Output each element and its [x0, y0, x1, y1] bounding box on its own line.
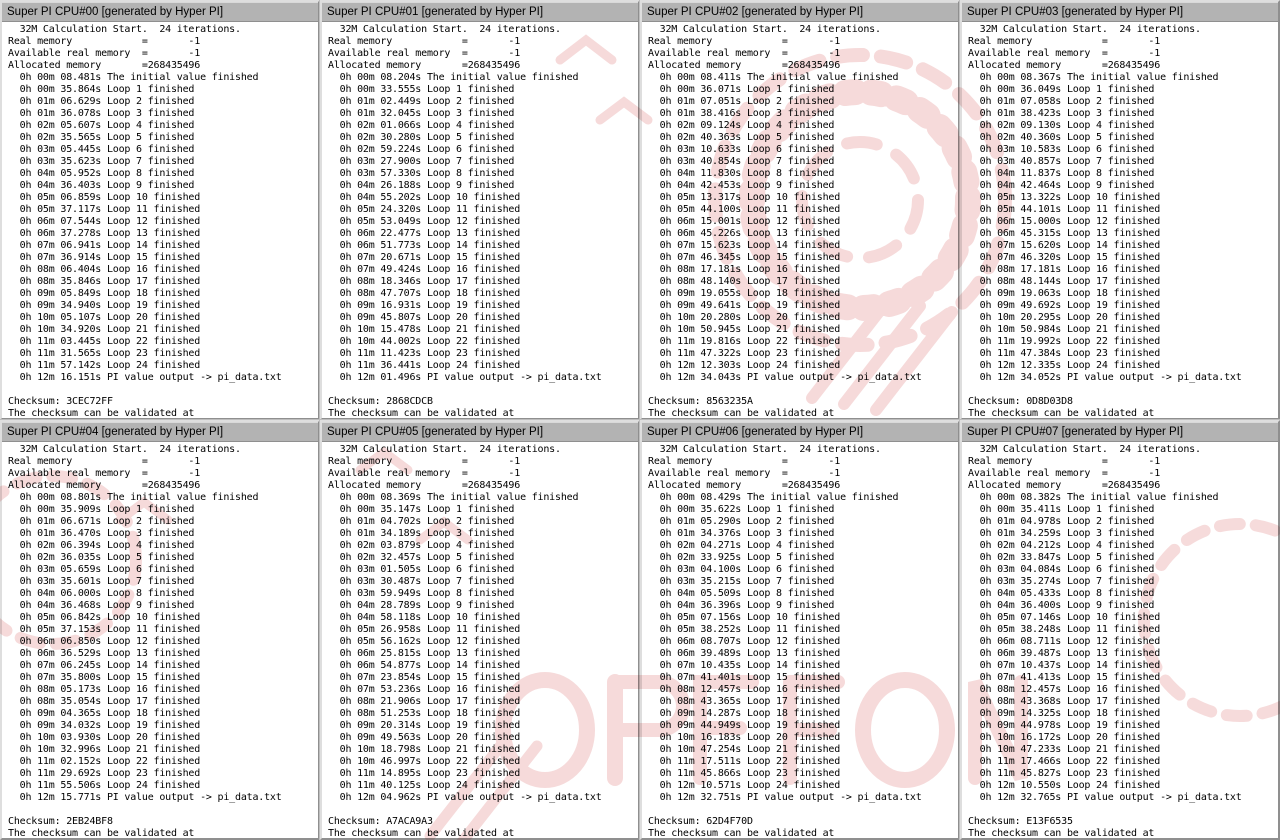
- log-line: Checksum: 62D4F70D: [648, 816, 753, 827]
- log-line: 0h 10m 47.233s Loop 21 finished: [968, 744, 1161, 755]
- log-line: The checksum can be validated at: [968, 408, 1155, 419]
- log-line: 0h 10m 50.984s Loop 21 finished: [968, 324, 1161, 335]
- log-line: 0h 07m 06.245s Loop 14 finished: [8, 660, 201, 671]
- log-line: 0h 01m 04.978s Loop 2 finished: [968, 516, 1155, 527]
- log-line: 0h 05m 53.049s Loop 12 finished: [328, 216, 521, 227]
- log-line: Allocated memory =268435496: [648, 480, 841, 491]
- log-line: 0h 04m 36.403s Loop 9 finished: [8, 180, 195, 191]
- log-line: 0h 11m 19.992s Loop 22 finished: [968, 336, 1161, 347]
- log-line: 0h 07m 15.620s Loop 14 finished: [968, 240, 1161, 251]
- log-line: Real memory = -1: [968, 456, 1161, 467]
- log-line: 0h 05m 37.153s Loop 11 finished: [8, 624, 201, 635]
- log-line: 0h 03m 30.487s Loop 7 finished: [328, 576, 515, 587]
- log-line: 0h 00m 36.049s Loop 1 finished: [968, 84, 1155, 95]
- log-line: 0h 01m 06.671s Loop 2 finished: [8, 516, 195, 527]
- log-line: 0h 01m 36.470s Loop 3 finished: [8, 528, 195, 539]
- log-line: 0h 00m 33.555s Loop 1 finished: [328, 84, 515, 95]
- superpi-window: [0, 420, 320, 840]
- log-line: 0h 09m 16.931s Loop 19 finished: [328, 300, 521, 311]
- log-line: 0h 08m 43.368s Loop 17 finished: [968, 696, 1161, 707]
- log-line: 0h 01m 34.376s Loop 3 finished: [648, 528, 835, 539]
- log-line: The checksum can be validated at: [648, 828, 835, 839]
- log-line: Available real memory = -1: [968, 48, 1161, 59]
- window-title: Super PI CPU#05 [generated by Hyper PI]: [327, 425, 544, 438]
- log-line: 0h 07m 23.854s Loop 15 finished: [328, 672, 521, 683]
- log-line: 0h 03m 35.274s Loop 7 finished: [968, 576, 1155, 587]
- log-line: 0h 02m 33.847s Loop 5 finished: [968, 552, 1155, 563]
- log-line: 32M Calculation Start. 24 iterations.: [648, 444, 881, 455]
- log-line: 0h 04m 36.468s Loop 9 finished: [8, 600, 195, 611]
- log-line: 0h 05m 44.100s Loop 11 finished: [648, 204, 841, 215]
- log-content: [642, 22, 958, 420]
- log-line: 0h 00m 35.622s Loop 1 finished: [648, 504, 835, 515]
- log-line: 0h 02m 01.066s Loop 4 finished: [328, 120, 515, 131]
- log-line: 0h 09m 49.563s Loop 20 finished: [328, 732, 521, 743]
- log-line: 0h 12m 01.496s PI value output -> pi_data.txt: [328, 372, 602, 383]
- log-line: 0h 07m 20.671s Loop 15 finished: [328, 252, 521, 263]
- log-line: Real memory = -1: [648, 36, 841, 47]
- log-line: 0h 06m 15.001s Loop 12 finished: [648, 216, 841, 227]
- log-line: Real memory = -1: [8, 36, 201, 47]
- log-line: Allocated memory =268435496: [968, 480, 1161, 491]
- log-line: 0h 06m 08.711s Loop 12 finished: [968, 636, 1161, 647]
- log-line: 0h 00m 36.071s Loop 1 finished: [648, 84, 835, 95]
- log-line: 0h 09m 49.692s Loop 19 finished: [968, 300, 1161, 311]
- log-line: [8, 804, 318, 816]
- log-line: 0h 06m 22.477s Loop 13 finished: [328, 228, 521, 239]
- log-line: Real memory = -1: [328, 456, 521, 467]
- log-line: 0h 05m 38.252s Loop 11 finished: [648, 624, 841, 635]
- superpi-window: [0, 0, 320, 420]
- log-line: 0h 02m 35.565s Loop 5 finished: [8, 132, 195, 143]
- log-line: 0h 01m 07.051s Loop 2 finished: [648, 96, 835, 107]
- log-line: 0h 08m 35.846s Loop 17 finished: [8, 276, 201, 287]
- log-line: 0h 07m 46.320s Loop 15 finished: [968, 252, 1161, 263]
- log-line: 0h 05m 13.317s Loop 10 finished: [648, 192, 841, 203]
- log-line: 0h 07m 35.800s Loop 15 finished: [8, 672, 201, 683]
- log-line: [968, 804, 1278, 816]
- log-line: Allocated memory =268435496: [8, 60, 201, 71]
- log-line: 0h 02m 04.271s Loop 4 finished: [648, 540, 835, 551]
- log-line: 0h 03m 27.900s Loop 7 finished: [328, 156, 515, 167]
- log-line: Checksum: 0D8D03D8: [968, 396, 1073, 407]
- log-line: 0h 01m 05.290s Loop 2 finished: [648, 516, 835, 527]
- log-line: Available real memory = -1: [648, 468, 841, 479]
- log-line: 0h 07m 10.435s Loop 14 finished: [648, 660, 841, 671]
- log-line: 0h 06m 39.489s Loop 13 finished: [648, 648, 841, 659]
- window-titlebar[interactable]: [322, 422, 638, 442]
- log-line: 0h 07m 06.941s Loop 14 finished: [8, 240, 201, 251]
- log-line: 0h 08m 12.457s Loop 16 finished: [648, 684, 841, 695]
- log-line: 0h 10m 18.798s Loop 21 finished: [328, 744, 521, 755]
- log-line: [648, 804, 958, 816]
- log-line: 0h 04m 05.509s Loop 8 finished: [648, 588, 835, 599]
- log-line: 0h 09m 44.949s Loop 19 finished: [648, 720, 841, 731]
- log-content: [2, 22, 318, 420]
- window-title: Super PI CPU#06 [generated by Hyper PI]: [647, 425, 864, 438]
- log-line: 0h 05m 13.322s Loop 10 finished: [968, 192, 1161, 203]
- log-line: 0h 08m 17.181s Loop 16 finished: [968, 264, 1161, 275]
- log-line: 0h 03m 04.100s Loop 6 finished: [648, 564, 835, 575]
- log-line: 0h 00m 08.429s The initial value finished: [648, 492, 899, 503]
- window-titlebar[interactable]: [642, 422, 958, 442]
- log-line: 0h 00m 08.204s The initial value finished: [328, 72, 579, 83]
- log-line: 0h 04m 36.400s Loop 9 finished: [968, 600, 1155, 611]
- superpi-window: [640, 420, 960, 840]
- window-titlebar[interactable]: [2, 2, 318, 22]
- log-line: 0h 06m 37.278s Loop 13 finished: [8, 228, 201, 239]
- log-line: 0h 06m 45.226s Loop 13 finished: [648, 228, 841, 239]
- window-titlebar[interactable]: [322, 2, 638, 22]
- log-line: 0h 04m 06.000s Loop 8 finished: [8, 588, 195, 599]
- log-line: 0h 04m 11.837s Loop 8 finished: [968, 168, 1155, 179]
- log-line: 0h 10m 20.280s Loop 20 finished: [648, 312, 841, 323]
- log-line: 0h 02m 09.130s Loop 4 finished: [968, 120, 1155, 131]
- window-title: Super PI CPU#07 [generated by Hyper PI]: [967, 425, 1184, 438]
- log-line: The checksum can be validated at: [968, 828, 1155, 839]
- log-line: 0h 02m 40.363s Loop 5 finished: [648, 132, 835, 143]
- log-line: 0h 04m 11.830s Loop 8 finished: [648, 168, 835, 179]
- log-line: 32M Calculation Start. 24 iterations.: [8, 444, 241, 455]
- log-line: 0h 08m 12.457s Loop 16 finished: [968, 684, 1161, 695]
- log-line: The checksum can be validated at: [8, 408, 195, 419]
- log-line: 0h 00m 35.147s Loop 1 finished: [328, 504, 515, 515]
- log-line: 0h 12m 32.751s PI value output -> pi_data.txt: [648, 792, 922, 803]
- log-line: 0h 01m 32.045s Loop 3 finished: [328, 108, 515, 119]
- log-line: 0h 04m 26.188s Loop 9 finished: [328, 180, 515, 191]
- window-titlebar[interactable]: [2, 422, 318, 442]
- log-line: 0h 09m 44.978s Loop 19 finished: [968, 720, 1161, 731]
- log-line: 0h 01m 36.078s Loop 3 finished: [8, 108, 195, 119]
- log-line: 0h 05m 38.248s Loop 11 finished: [968, 624, 1161, 635]
- log-line: 0h 12m 10.571s Loop 24 finished: [648, 780, 841, 791]
- log-line: 0h 07m 36.914s Loop 15 finished: [8, 252, 201, 263]
- log-line: 0h 02m 03.879s Loop 4 finished: [328, 540, 515, 551]
- log-line: 0h 07m 46.345s Loop 15 finished: [648, 252, 841, 263]
- log-content: [642, 442, 958, 840]
- log-line: 0h 10m 32.996s Loop 21 finished: [8, 744, 201, 755]
- log-line: 0h 09m 45.807s Loop 20 finished: [328, 312, 521, 323]
- log-line: Available real memory = -1: [328, 48, 521, 59]
- log-content: [2, 442, 318, 840]
- log-line: 0h 08m 18.346s Loop 17 finished: [328, 276, 521, 287]
- log-line: 0h 11m 02.152s Loop 22 finished: [8, 756, 201, 767]
- log-line: 0h 02m 32.457s Loop 5 finished: [328, 552, 515, 563]
- log-line: [968, 384, 1278, 396]
- log-line: 0h 04m 58.118s Loop 10 finished: [328, 612, 521, 623]
- log-line: 0h 06m 07.544s Loop 12 finished: [8, 216, 201, 227]
- log-line: 0h 00m 35.909s Loop 1 finished: [8, 504, 195, 515]
- log-line: 0h 11m 14.895s Loop 23 finished: [328, 768, 521, 779]
- log-line: 0h 10m 34.920s Loop 21 finished: [8, 324, 201, 335]
- log-line: 0h 02m 59.224s Loop 6 finished: [328, 144, 515, 155]
- log-line: 0h 02m 30.280s Loop 5 finished: [328, 132, 515, 143]
- log-line: 0h 11m 36.441s Loop 24 finished: [328, 360, 521, 371]
- log-line: The checksum can be validated at: [328, 828, 515, 839]
- log-line: 0h 09m 05.849s Loop 18 finished: [8, 288, 201, 299]
- log-line: 0h 10m 16.183s Loop 20 finished: [648, 732, 841, 743]
- log-line: 0h 12m 12.303s Loop 24 finished: [648, 360, 841, 371]
- log-line: 0h 03m 10.583s Loop 6 finished: [968, 144, 1155, 155]
- log-line: 0h 09m 19.055s Loop 18 finished: [648, 288, 841, 299]
- log-line: 0h 11m 11.423s Loop 23 finished: [328, 348, 521, 359]
- log-line: Real memory = -1: [328, 36, 521, 47]
- log-line: 0h 07m 10.437s Loop 14 finished: [968, 660, 1161, 671]
- log-line: 0h 02m 36.035s Loop 5 finished: [8, 552, 195, 563]
- log-line: 0h 01m 34.259s Loop 3 finished: [968, 528, 1155, 539]
- log-content: [322, 442, 638, 840]
- log-line: 32M Calculation Start. 24 iterations.: [648, 24, 881, 35]
- log-line: 0h 02m 40.360s Loop 5 finished: [968, 132, 1155, 143]
- log-line: 0h 07m 49.424s Loop 16 finished: [328, 264, 521, 275]
- log-line: 0h 06m 51.773s Loop 14 finished: [328, 240, 521, 251]
- log-line: 0h 11m 40.125s Loop 24 finished: [328, 780, 521, 791]
- log-line: 0h 00m 35.411s Loop 1 finished: [968, 504, 1155, 515]
- log-line: 0h 00m 35.864s Loop 1 finished: [8, 84, 195, 95]
- log-line: 0h 06m 25.815s Loop 13 finished: [328, 648, 521, 659]
- log-line: Checksum: A7ACA9A3: [328, 816, 433, 827]
- log-content: [322, 22, 638, 420]
- log-line: 0h 11m 03.445s Loop 22 finished: [8, 336, 201, 347]
- superpi-window: [640, 0, 960, 420]
- log-line: 0h 06m 39.487s Loop 13 finished: [968, 648, 1161, 659]
- log-line: The checksum can be validated at: [328, 408, 515, 419]
- log-line: 0h 03m 40.854s Loop 7 finished: [648, 156, 835, 167]
- log-line: 0h 03m 05.445s Loop 6 finished: [8, 144, 195, 155]
- log-line: Allocated memory =268435496: [8, 480, 201, 491]
- log-line: Checksum: E13F6535: [968, 816, 1073, 827]
- log-line: 0h 08m 48.140s Loop 17 finished: [648, 276, 841, 287]
- log-line: 0h 11m 19.816s Loop 22 finished: [648, 336, 841, 347]
- log-line: 0h 03m 35.623s Loop 7 finished: [8, 156, 195, 167]
- window-titlebar[interactable]: [642, 2, 958, 22]
- log-line: 0h 03m 04.084s Loop 6 finished: [968, 564, 1155, 575]
- log-line: 0h 10m 46.997s Loop 22 finished: [328, 756, 521, 767]
- log-line: 0h 02m 09.124s Loop 4 finished: [648, 120, 835, 131]
- window-title: Super PI CPU#02 [generated by Hyper PI]: [647, 5, 864, 18]
- log-line: 0h 05m 26.958s Loop 11 finished: [328, 624, 521, 635]
- log-line: 0h 01m 38.423s Loop 3 finished: [968, 108, 1155, 119]
- log-line: 0h 02m 06.394s Loop 4 finished: [8, 540, 195, 551]
- log-line: 0h 10m 16.172s Loop 20 finished: [968, 732, 1161, 743]
- log-line: 0h 04m 36.396s Loop 9 finished: [648, 600, 835, 611]
- log-line: Allocated memory =268435496: [328, 480, 521, 491]
- log-line: 0h 12m 32.765s PI value output -> pi_data.txt: [968, 792, 1242, 803]
- log-line: 0h 05m 24.320s Loop 11 finished: [328, 204, 521, 215]
- window-title: Super PI CPU#03 [generated by Hyper PI]: [967, 5, 1184, 18]
- log-line: 0h 12m 15.771s PI value output -> pi_data.txt: [8, 792, 282, 803]
- window-title: Super PI CPU#00 [generated by Hyper PI]: [7, 5, 224, 18]
- log-line: [8, 384, 318, 396]
- log-line: 0h 07m 15.623s Loop 14 finished: [648, 240, 841, 251]
- log-line: 0h 03m 59.949s Loop 8 finished: [328, 588, 515, 599]
- log-line: 0h 11m 29.692s Loop 23 finished: [8, 768, 201, 779]
- log-line: 0h 01m 07.058s Loop 2 finished: [968, 96, 1155, 107]
- log-line: 0h 04m 55.202s Loop 10 finished: [328, 192, 521, 203]
- log-line: 0h 12m 10.550s Loop 24 finished: [968, 780, 1161, 791]
- log-line: 0h 00m 08.367s The initial value finished: [968, 72, 1219, 83]
- log-line: 0h 11m 45.827s Loop 23 finished: [968, 768, 1161, 779]
- log-line: 0h 06m 45.315s Loop 13 finished: [968, 228, 1161, 239]
- log-line: 0h 02m 05.607s Loop 4 finished: [8, 120, 195, 131]
- log-line: 0h 11m 47.322s Loop 23 finished: [648, 348, 841, 359]
- log-line: 0h 11m 17.466s Loop 22 finished: [968, 756, 1161, 767]
- log-line: 0h 09m 20.314s Loop 19 finished: [328, 720, 521, 731]
- log-line: 0h 08m 51.253s Loop 18 finished: [328, 708, 521, 719]
- log-line: 0h 01m 04.702s Loop 2 finished: [328, 516, 515, 527]
- log-line: 0h 08m 17.181s Loop 16 finished: [648, 264, 841, 275]
- log-line: 0h 12m 16.151s PI value output -> pi_data.txt: [8, 372, 282, 383]
- log-line: 32M Calculation Start. 24 iterations.: [968, 24, 1201, 35]
- log-line: 0h 11m 17.511s Loop 22 finished: [648, 756, 841, 767]
- log-line: 0h 05m 07.156s Loop 10 finished: [648, 612, 841, 623]
- log-line: Checksum: 3CEC72FF: [8, 396, 113, 407]
- log-line: 0h 09m 49.641s Loop 19 finished: [648, 300, 841, 311]
- log-content: [962, 442, 1278, 840]
- log-line: 0h 02m 04.212s Loop 4 finished: [968, 540, 1155, 551]
- log-line: 0h 02m 33.925s Loop 5 finished: [648, 552, 835, 563]
- log-line: 0h 05m 06.842s Loop 10 finished: [8, 612, 201, 623]
- log-line: Checksum: 2868CDCB: [328, 396, 433, 407]
- log-line: 0h 05m 37.117s Loop 11 finished: [8, 204, 201, 215]
- log-line: 0h 11m 47.384s Loop 23 finished: [968, 348, 1161, 359]
- log-line: 0h 01m 34.189s Loop 3 finished: [328, 528, 515, 539]
- window-titlebar[interactable]: [962, 2, 1278, 22]
- log-line: Real memory = -1: [968, 36, 1161, 47]
- log-line: Available real memory = -1: [8, 48, 201, 59]
- log-line: 0h 10m 20.295s Loop 20 finished: [968, 312, 1161, 323]
- log-line: 0h 07m 41.413s Loop 15 finished: [968, 672, 1161, 683]
- log-line: 0h 03m 01.505s Loop 6 finished: [328, 564, 515, 575]
- log-line: 0h 10m 15.478s Loop 21 finished: [328, 324, 521, 335]
- log-line: 0h 06m 08.707s Loop 12 finished: [648, 636, 841, 647]
- log-line: 0h 07m 41.401s Loop 15 finished: [648, 672, 841, 683]
- log-line: 0h 06m 54.877s Loop 14 finished: [328, 660, 521, 671]
- log-line: Allocated memory =268435496: [968, 60, 1161, 71]
- log-line: 0h 00m 08.369s The initial value finished: [328, 492, 579, 503]
- log-line: 0h 09m 34.940s Loop 19 finished: [8, 300, 201, 311]
- log-line: 0h 11m 45.866s Loop 23 finished: [648, 768, 841, 779]
- log-content: [962, 22, 1278, 420]
- log-line: 0h 10m 44.002s Loop 22 finished: [328, 336, 521, 347]
- window-title: Super PI CPU#01 [generated by Hyper PI]: [327, 5, 544, 18]
- log-line: 0h 10m 47.254s Loop 21 finished: [648, 744, 841, 755]
- superpi-window: [960, 420, 1280, 840]
- superpi-window: [320, 0, 640, 420]
- log-line: 0h 04m 05.952s Loop 8 finished: [8, 168, 195, 179]
- log-line: 0h 04m 28.789s Loop 9 finished: [328, 600, 515, 611]
- log-line: 0h 11m 57.142s Loop 24 finished: [8, 360, 201, 371]
- log-line: 0h 08m 06.404s Loop 16 finished: [8, 264, 201, 275]
- log-line: 0h 00m 08.801s The initial value finished: [8, 492, 259, 503]
- log-line: Real memory = -1: [8, 456, 201, 467]
- log-line: 0h 08m 48.144s Loop 17 finished: [968, 276, 1161, 287]
- log-line: 0h 03m 10.633s Loop 6 finished: [648, 144, 835, 155]
- log-line: 32M Calculation Start. 24 iterations.: [328, 24, 561, 35]
- log-line: Allocated memory =268435496: [328, 60, 521, 71]
- log-line: 0h 08m 47.707s Loop 18 finished: [328, 288, 521, 299]
- log-line: 0h 04m 42.464s Loop 9 finished: [968, 180, 1155, 191]
- log-line: Available real memory = -1: [648, 48, 841, 59]
- window-titlebar[interactable]: [962, 422, 1278, 442]
- log-line: 0h 00m 08.382s The initial value finished: [968, 492, 1219, 503]
- log-line: 0h 08m 43.365s Loop 17 finished: [648, 696, 841, 707]
- log-line: 0h 09m 19.063s Loop 18 finished: [968, 288, 1161, 299]
- log-line: 0h 00m 08.481s The initial value finished: [8, 72, 259, 83]
- log-line: Real memory = -1: [648, 456, 841, 467]
- log-line: 0h 12m 12.335s Loop 24 finished: [968, 360, 1161, 371]
- log-line: 0h 00m 08.411s The initial value finished: [648, 72, 899, 83]
- log-line: 0h 12m 34.052s PI value output -> pi_data.txt: [968, 372, 1242, 383]
- log-line: 0h 09m 14.287s Loop 18 finished: [648, 708, 841, 719]
- log-line: 32M Calculation Start. 24 iterations.: [8, 24, 241, 35]
- log-line: Checksum: 2EB24BF8: [8, 816, 113, 827]
- log-line: 0h 08m 35.054s Loop 17 finished: [8, 696, 201, 707]
- log-line: 0h 12m 34.043s PI value output -> pi_data.txt: [648, 372, 922, 383]
- log-line: 0h 11m 55.506s Loop 24 finished: [8, 780, 201, 791]
- log-line: 32M Calculation Start. 24 iterations.: [968, 444, 1201, 455]
- log-line: The checksum can be validated at: [648, 408, 835, 419]
- log-line: 0h 11m 31.565s Loop 23 finished: [8, 348, 201, 359]
- log-line: 0h 09m 14.325s Loop 18 finished: [968, 708, 1161, 719]
- log-line: 0h 10m 05.107s Loop 20 finished: [8, 312, 201, 323]
- log-line: 0h 03m 40.857s Loop 7 finished: [968, 156, 1155, 167]
- window-title: Super PI CPU#04 [generated by Hyper PI]: [7, 425, 224, 438]
- log-line: 0h 06m 36.529s Loop 13 finished: [8, 648, 201, 659]
- log-line: [328, 384, 638, 396]
- log-line: 0h 04m 42.453s Loop 9 finished: [648, 180, 835, 191]
- log-line: 0h 03m 35.601s Loop 7 finished: [8, 576, 195, 587]
- log-line: 0h 03m 05.659s Loop 6 finished: [8, 564, 195, 575]
- log-line: 0h 03m 35.215s Loop 7 finished: [648, 576, 835, 587]
- log-line: 0h 01m 02.449s Loop 2 finished: [328, 96, 515, 107]
- log-line: 0h 05m 56.162s Loop 12 finished: [328, 636, 521, 647]
- log-line: 0h 09m 34.032s Loop 19 finished: [8, 720, 201, 731]
- log-line: 0h 08m 21.906s Loop 17 finished: [328, 696, 521, 707]
- log-line: Allocated memory =268435496: [648, 60, 841, 71]
- log-line: 0h 10m 50.945s Loop 21 finished: [648, 324, 841, 335]
- log-line: 0h 04m 05.433s Loop 8 finished: [968, 588, 1155, 599]
- log-line: 0h 10m 03.930s Loop 20 finished: [8, 732, 201, 743]
- log-line: 0h 06m 15.000s Loop 12 finished: [968, 216, 1161, 227]
- log-line: 0h 12m 04.962s PI value output -> pi_data.txt: [328, 792, 602, 803]
- log-line: 32M Calculation Start. 24 iterations.: [328, 444, 561, 455]
- log-line: 0h 05m 07.146s Loop 10 finished: [968, 612, 1161, 623]
- log-line: [648, 384, 958, 396]
- log-line: 0h 01m 06.629s Loop 2 finished: [8, 96, 195, 107]
- log-line: Available real memory = -1: [968, 468, 1161, 479]
- log-line: 0h 08m 05.173s Loop 16 finished: [8, 684, 201, 695]
- log-line: 0h 03m 57.330s Loop 8 finished: [328, 168, 515, 179]
- log-line: 0h 05m 06.859s Loop 10 finished: [8, 192, 201, 203]
- log-line: 0h 09m 04.365s Loop 18 finished: [8, 708, 201, 719]
- log-line: 0h 05m 44.101s Loop 11 finished: [968, 204, 1161, 215]
- log-line: Available real memory = -1: [328, 468, 521, 479]
- log-line: 0h 01m 38.416s Loop 3 finished: [648, 108, 835, 119]
- log-line: Checksum: 8563235A: [648, 396, 753, 407]
- log-line: 0h 06m 06.850s Loop 12 finished: [8, 636, 201, 647]
- log-line: The checksum can be validated at: [8, 828, 195, 839]
- superpi-window: [960, 0, 1280, 420]
- log-line: Available real memory = -1: [8, 468, 201, 479]
- log-line: [328, 804, 638, 816]
- log-line: 0h 07m 53.236s Loop 16 finished: [328, 684, 521, 695]
- superpi-window: [320, 420, 640, 840]
